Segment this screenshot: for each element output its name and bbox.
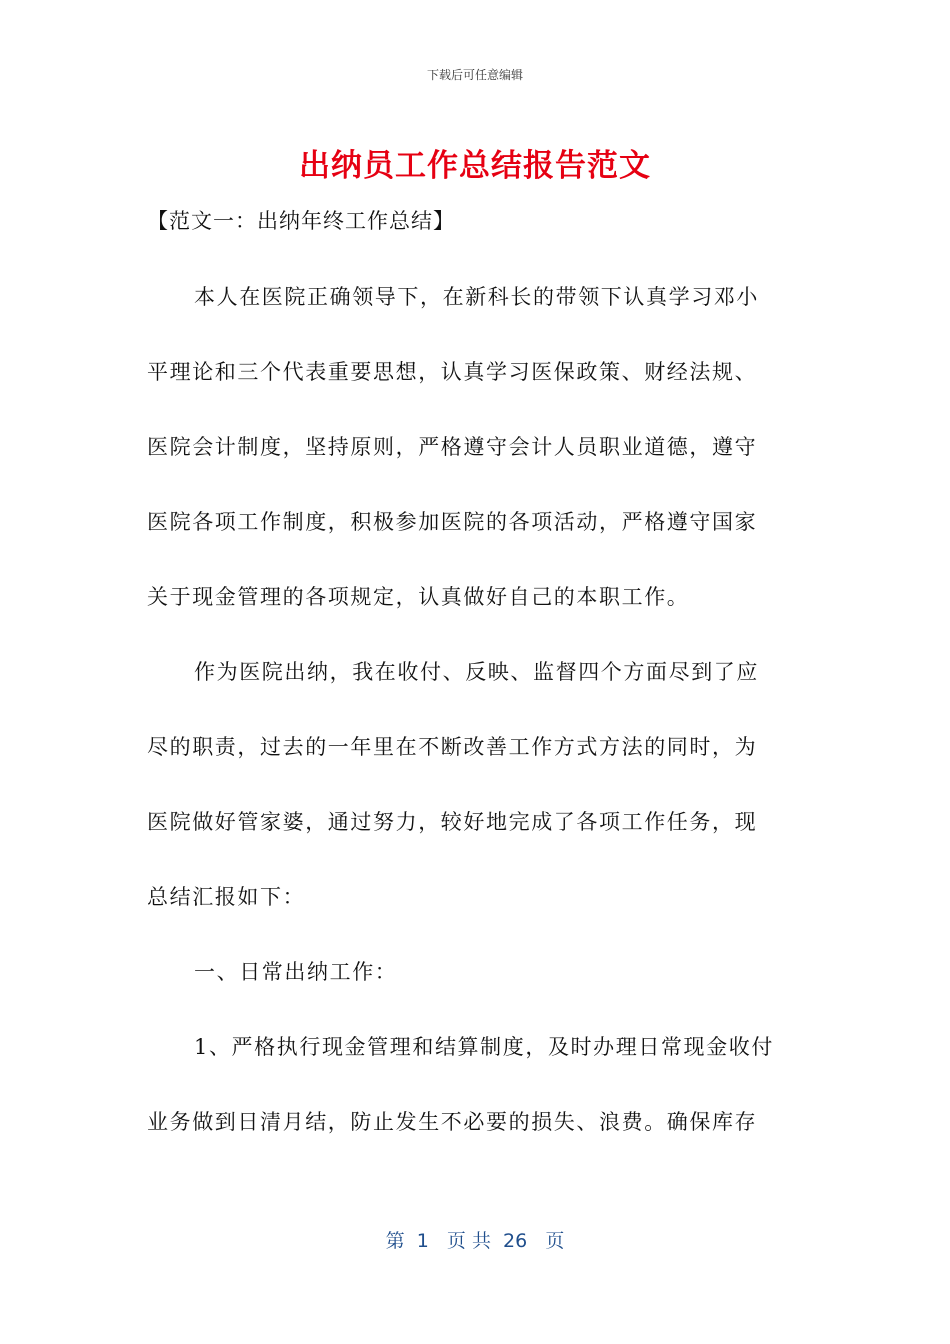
paragraph-2-line-3: 医院做好管家婆，通过努力，较好地完成了各项工作任务，现 <box>147 810 758 834</box>
paragraph-1-line-5: 关于现金管理的各项规定，认真做好自己的本职工作。 <box>147 585 690 609</box>
paragraph-2-line-2: 尽的职责，过去的一年里在不断改善工作方式方法的同时，为 <box>147 735 758 759</box>
paragraph-1-line-3: 医院会计制度，坚持原则，严格遵守会计人员职业道德，遵守 <box>147 435 758 459</box>
paragraph-1-line-1: 本人在医院正确领导下，在新科长的带领下认真学习邓小 <box>194 285 759 309</box>
paragraph-2-line-1: 作为医院出纳，我在收付、反映、监督四个方面尽到了应 <box>194 660 759 684</box>
paragraph-1-line-4: 医院各项工作制度，积极参加医院的各项活动，严格遵守国家 <box>147 510 758 534</box>
header-note: 下载后可任意编辑 <box>426 68 523 82</box>
paragraph-3-line-1: 1、严格执行现金管理和结算制度，及时办理日常现金收付 <box>194 1035 774 1059</box>
paragraph-1-line-2: 平理论和三个代表重要思想，认真学习医保政策、财经法规、 <box>147 360 758 384</box>
section-heading: 【范文一：出纳年终工作总结】 <box>147 209 455 233</box>
subheading-daily-cashier-work: 一、日常出纳工作： <box>194 960 398 984</box>
page-number-footer: 第 1 页 共 26 页 <box>385 1230 565 1252</box>
document-title: 出纳员工作总结报告范文 <box>299 148 651 184</box>
paragraph-3-line-2: 业务做到日清月结，防止发生不必要的损失、浪费。确保库存 <box>147 1110 758 1134</box>
paragraph-2-line-4: 总结汇报如下： <box>147 885 306 909</box>
